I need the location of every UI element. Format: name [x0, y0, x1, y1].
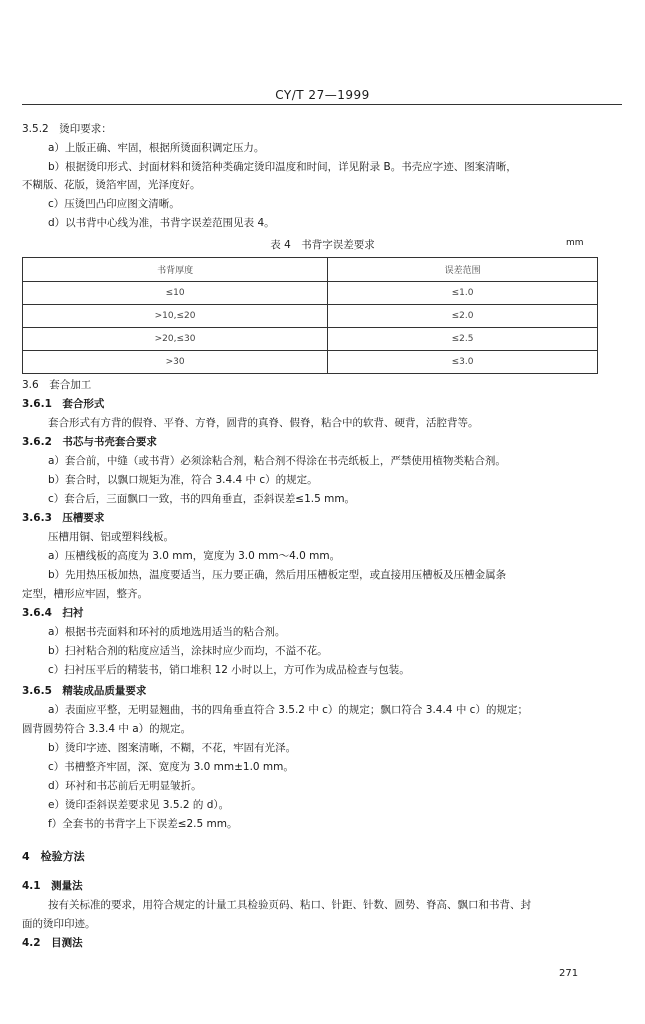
table-header-cell: 误差范围 [328, 258, 598, 282]
section-3-6-2-item-a: a）套合前，中缝（或书背）必须涂粘合剂，粘合剂不得涂在书壳纸板上，严禁使用植物类粘合剂。 [48, 455, 506, 467]
table-4-unit: mm [566, 238, 584, 248]
section-3-5-2-item-b-line2: 不糊版、花版，烫箔牢固，光泽度好。 [22, 179, 201, 191]
table-row [23, 351, 598, 374]
section-3-6-1-text: 套合形式有方背的假脊、平脊、方脊，圆背的真脊、假脊，粘合中的软背、硬背，活腔背等。 [48, 417, 479, 429]
table-cell: ≤1.0 [328, 282, 598, 305]
section-3-6-4-item-c: c）扫衬压平后的精装书，销口堆积 12 小时以上，方可作为成品检查与包装。 [48, 664, 410, 676]
section-3-6-heading: 3.6 套合加工 [22, 379, 92, 391]
table-cell: >20,≤30 [23, 328, 328, 351]
table-cell: ≤10 [23, 282, 328, 305]
section-3-6-3-item-b-line2: 定型，槽形应牢固，整齐。 [22, 588, 148, 600]
table-cell: ≤2.5 [328, 328, 598, 351]
section-3-6-5-item-a-line1: a）表面应平整，无明显翘曲，书的四角垂直符合 3.5.2 中 c）的规定；飘口符合 3.4.4 中 c）的规定； [48, 704, 528, 716]
section-3-6-1-heading: 3.6.1 套合形式 [22, 398, 105, 410]
section-3-6-5-item-d: d）环衬和书芯前后无明显皱折。 [48, 780, 202, 792]
section-3-6-5-item-c: c）书槽整齐牢固，深、宽度为 3.0 mm±1.0 mm。 [48, 761, 294, 773]
table-header-row [23, 258, 598, 282]
section-3-5-2-item-c: c）压烫凹凸印应图文清晰。 [48, 198, 180, 210]
section-3-6-5-item-a-line2: 圆背圆势符合 3.3.4 中 a）的规定。 [22, 723, 192, 735]
section-3-6-2-item-b: b）套合时，以飘口规矩为准，符合 3.4.4 中 c）的规定。 [48, 474, 318, 486]
section-3-6-5-heading: 3.6.5 精装成品质量要求 [22, 685, 147, 697]
section-3-5-2-item-d: d）以书背中心线为准，书背字误差范围见表 4。 [48, 217, 275, 229]
page-number: 271 [559, 968, 579, 979]
table-cell: ≤2.0 [328, 305, 598, 328]
page-header: CY/T 27—1999 [275, 88, 370, 102]
section-3-6-3-item-b-line1: b）先用热压板加热，温度要适当，压力要正确，然后用压槽板定型，或直接用压槽板及压槽金属条 [48, 569, 507, 581]
table-4 [22, 257, 598, 374]
section-3-5-2-heading: 3.5.2 烫印要求： [22, 123, 112, 135]
table-cell: >10,≤20 [23, 305, 328, 328]
section-4-2-heading: 4.2 目测法 [22, 937, 83, 949]
table-row [23, 282, 598, 305]
section-4-heading: 4 检验方法 [22, 850, 85, 863]
section-3-6-5-item-e: e）烫印歪斜误差要求见 3.5.2 的 d）。 [48, 799, 230, 811]
section-3-6-5-item-f: f）全套书的书背字上下误差≤2.5 mm。 [48, 818, 238, 830]
section-3-6-4-item-a: a）根据书壳面料和环衬的质地选用适当的粘合剂。 [48, 626, 286, 638]
section-4-1-heading: 4.1 测量法 [22, 880, 83, 892]
section-4-1-text-line1: 按有关标准的要求，用符合规定的计量工具检验页码、粘口、针距、针数、圆势、脊高、飘口和书背、封 [48, 899, 531, 911]
table-row [23, 305, 598, 328]
section-3-5-2-item-b-line1: b）根据烫印形式、封面材料和烫箔种类确定烫印温度和时间，详见附录 B。书壳应字迹、图案清晰， [48, 161, 517, 173]
section-3-6-4-item-b: b）扫衬粘合剂的粘度应适当，涂抹时应少而均，不溢不花。 [48, 645, 328, 657]
table-cell: ≤3.0 [328, 351, 598, 374]
section-3-6-3-heading: 3.6.3 压槽要求 [22, 512, 105, 524]
table-header-cell: 书背厚度 [23, 258, 328, 282]
section-3-6-2-item-c: c）套合后，三面飘口一致，书的四角垂直，歪斜误差≤1.5 mm。 [48, 493, 356, 505]
table-cell: >30 [23, 351, 328, 374]
table-row [23, 328, 598, 351]
section-3-6-4-heading: 3.6.4 扫衬 [22, 607, 84, 619]
table-4-title: 表 4 书背字误差要求 [270, 239, 375, 251]
section-4-1-text-line2: 面的烫印印迹。 [22, 918, 96, 930]
section-3-6-2-heading: 3.6.2 书芯与书壳套合要求 [22, 436, 157, 448]
section-3-6-3-item-a: a）压槽线板的高度为 3.0 mm，宽度为 3.0 mm～4.0 mm。 [48, 550, 341, 562]
section-3-6-3-text: 压槽用铜、铝或塑料线板。 [48, 531, 174, 543]
section-3-6-5-item-b: b）烫印字迹、图案清晰，不糊，不花，牢固有光泽。 [48, 742, 297, 754]
section-3-5-2-item-a: a）上版正确、牢固，根据所烫面积调定压力。 [48, 142, 265, 154]
header-rule [22, 104, 622, 105]
